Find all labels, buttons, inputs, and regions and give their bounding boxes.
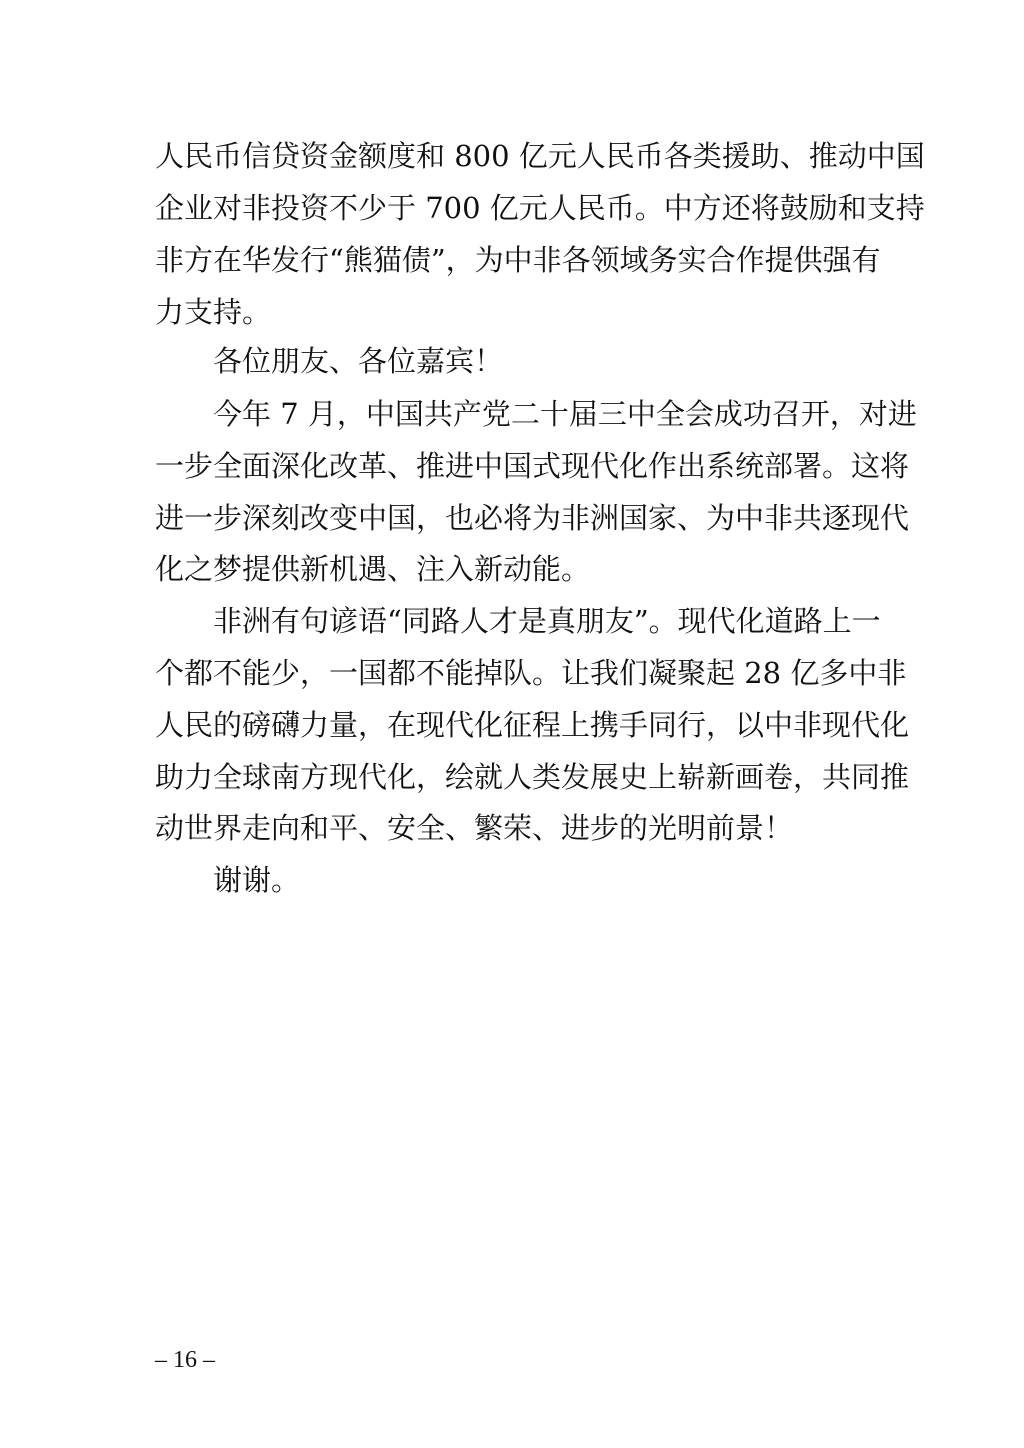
text-line: 人民的磅礴力量，在现代化征程上携手同行，以中非现代化 <box>155 708 910 742</box>
salutation-line: 各位朋友、各位嘉宾！ <box>213 344 504 378</box>
text-line: 个都不能少，一国都不能掉队。让我们凝聚起 28 亿多中非 <box>155 656 907 690</box>
text-line: 非洲有句谚语“同路人才是真朋友”。现代化道路上一 <box>213 604 881 638</box>
text-line: 动世界走向和平、安全、繁荣、进步的光明前景！ <box>155 811 794 845</box>
text-line: 进一步深刻改变中国，也必将为非洲国家、为中非共逐现代 <box>155 501 910 535</box>
text-line: 助力全球南方现代化，绘就人类发展史上崭新画卷，共同推 <box>155 760 910 794</box>
closing-line: 谢谢。 <box>213 863 301 897</box>
text-line: 人民币信贷资金额度和 800 亿元人民币各类援助、推动中国 <box>155 139 925 173</box>
text-line: 一步全面深化改革、推进中国式现代化作出系统部署。这将 <box>155 449 910 483</box>
text-line: 非方在华发行“熊猫债”，为中非各领域务实合作提供强有 <box>155 243 881 277</box>
page-number: – 16 – <box>155 1347 215 1373</box>
text-line: 今年 7 月，中国共产党二十届三中全会成功召开，对进 <box>213 397 917 431</box>
text-line: 企业对非投资不少于 700 亿元人民币。中方还将鼓励和支持 <box>155 191 925 225</box>
text-line: 化之梦提供新机遇、注入新动能。 <box>155 552 591 586</box>
text-line: 力支持。 <box>155 295 272 329</box>
